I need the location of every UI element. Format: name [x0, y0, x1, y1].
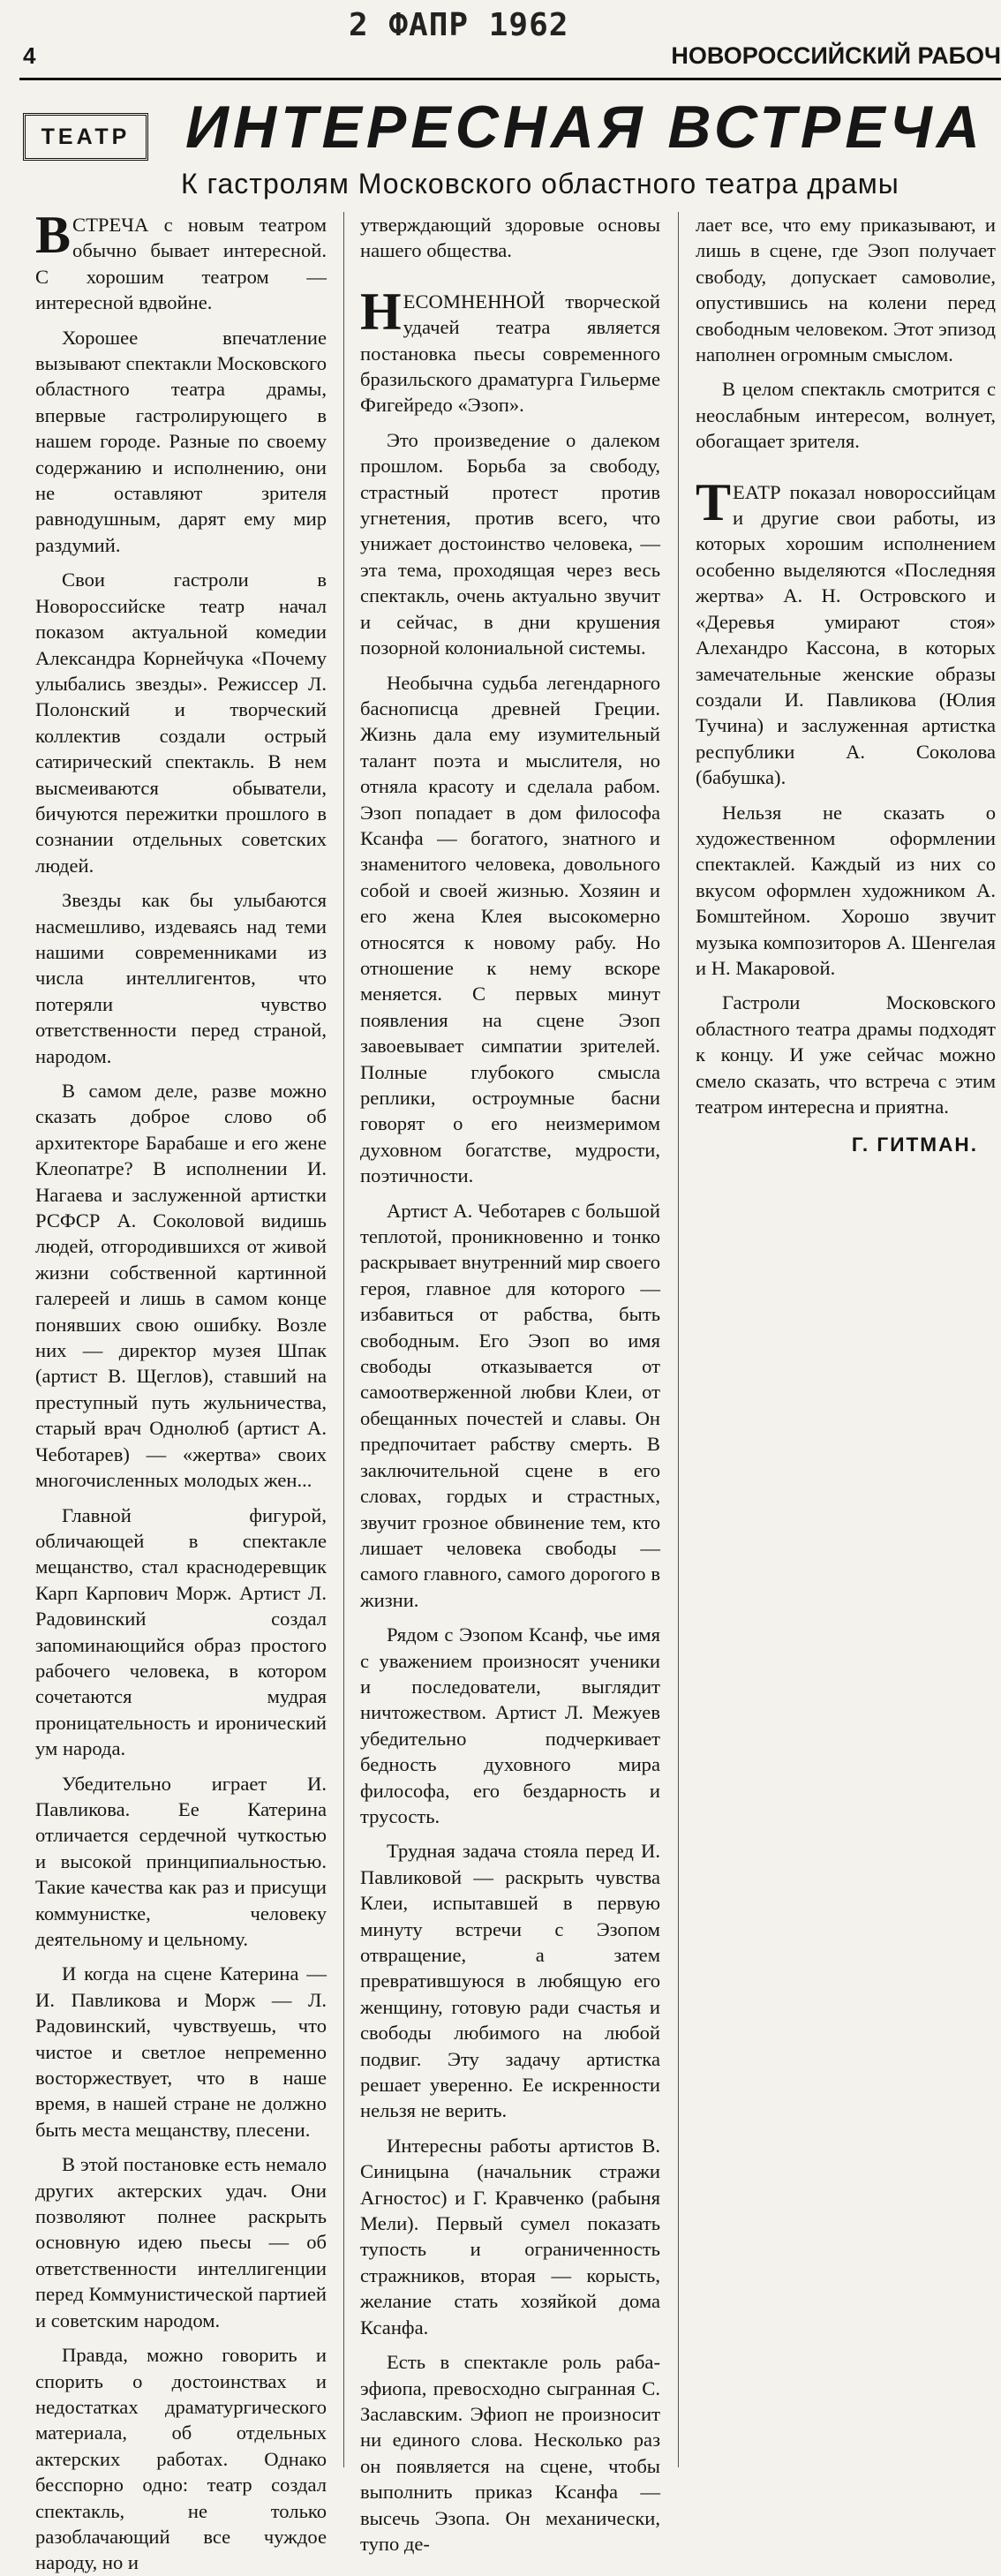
page-number: 4 — [23, 42, 36, 69]
paragraph: В самом деле, разве можно сказать доброе слово об архитекторе Барабаше и его жене Клеопатре? В исполнении И. Нагаева и заслуженной артистки РСФСР А. Соколовой видишь людей, отгородившихся от живой жизни собственной картинной галереей и лишь в самом конце понявших свою ошибку. Возле них — директор музея Шпак (артист В. Щеглов), ставший на преступный путь жульничества, старый врач Однолюб (артист А. Чеботарев) — «жертва» своих многочисленных молодых жен... — [35, 1080, 327, 1492]
paragraph: Это произведение о далеком прошлом. Борьба за свободу, страстный протест против угнетения, против всего, что унижает достоинство человека, — эта тема, проходящая через весь спектакль, очень актуально звучит и сейчас, в дни крушения позорной колониальной системы. — [360, 428, 660, 659]
paragraph: НЕСОМНЕННОЙ творческой удачей театра является постановка пьесы современного бразильского драматурга Гильерме Фигейредо «Эзоп». — [360, 282, 660, 417]
newspaper-name: НОВОРОССИЙСКИЙ РАБОЧ — [671, 42, 1001, 69]
drop-cap: Т — [696, 472, 732, 531]
header-rule — [19, 78, 1001, 80]
paragraph: ВСТРЕЧА с новым театром обычно бывает интересной. С хорошим театром — интересной вдвойне. — [35, 206, 327, 314]
column-divider — [678, 212, 679, 2467]
paragraph: ТЕАТР показал новороссийцам и другие свои работы, из которых хорошим исполнением особенно выделяются «Последняя жертва» А. Н. Островского и «Деревья умирают стоя» Алехандро Кассона, в которых замечательные женские образы создали И. Павликова (Юлия Тучина) и заслуженная артистка республики А. Соколова (бабушка). — [696, 472, 996, 789]
paragraph: Есть в спектакле роль раба-эфиопа, превосходно сыгранная С. Заславским. Эфиоп не произносит ни единого слова. Несколько раз он появляется на сцене, чтобы выполнить приказ Ксанфа — высечь Эзопа. Он механически, тупо де- — [360, 2351, 660, 2555]
paragraph: утверждающий здоровые основы нашего общества. — [360, 214, 660, 262]
paragraph: Гастроли Московского областного театра драмы подходят к концу. И уже сейчас можно смело сказать, что встреча с этим театром интересна и приятна. — [696, 991, 996, 1118]
drop-cap: В — [35, 206, 72, 264]
paragraph: Интересны работы артистов В. Синицына (начальник стражи Агностос) и Г. Кравченко (рабыня Мели). Первый сумел показать тупость и ограниченность стражников, вторая — корысть, желание стать хозяйкой дома Ксанфа. — [360, 2134, 660, 2339]
paragraph: В целом спектакль смотрится с неослабным интересом, волнует, обогащает зрителя. — [696, 378, 996, 453]
paragraph: Звезды как бы улыбаются насмешливо, издеваясь над теми нашими современниками из числа интеллигентов, что потеряли чувство ответственности перед страной, народом. — [35, 889, 327, 1067]
date-stamp: 2 ФАПР 1962 — [349, 7, 569, 43]
article-title: ИНТЕРЕСНАЯ ВСТРЕЧА — [185, 94, 984, 161]
article-column-1 — [35, 206, 327, 2574]
article-subtitle: К гастролям Московского областного театра драмы — [181, 168, 899, 200]
article-column-3 — [696, 212, 996, 2467]
paragraph: В этой постановке есть немало других актерских удач. Они позволяют полнее раскрыть основную идею пьесы — об ответственности интеллигенции перед Коммунистической партией и советским народом. — [35, 2153, 327, 2331]
article-column-2 — [360, 212, 660, 2555]
author-signature: Г. ГИТМАН. — [851, 1134, 978, 1156]
paragraph: Главной фигурой, обличающей в спектакле мещанство, стал краснодеревщик Карп Карпович Морж. Артист Л. Радовинский создал запоминающийся образ простого рабочего человека, в котором сочетаются мудрая проницательность и иронический ум народа. — [35, 1503, 327, 1760]
paragraph: Правда, можно говорить и спорить о достоинствах и недостатках драматургического материала, об отдельных актерских работах. Однако бесспорно одно: театр создал спектакль, не только разоблачающий все чуждое народу, но и — [35, 2344, 327, 2574]
drop-cap: Н — [360, 282, 402, 341]
paragraph: Свои гастроли в Новороссийске театр начал показом актуальной комедии Александра Корнейчука «Почему улыбались звезды». Режиссер Л. Полонский и творческий коллектив создали острый сатирический спектакль. В нем высмеиваются обыватели, бичуются пережитки прошлого в сознании отдельных советских людей. — [35, 569, 327, 877]
paragraph: Артист А. Чеботарев с большой теплотой, проникновенно и тонко раскрывает внутренний мир своего героя, главное для которого — избавиться от рабства, быть свободным. Его Эзоп во имя свободы отказывается от самоотверженной любви Клеи, от обещанных почестей и славы. Он предпочитает рабству смерть. В заключительной сцене в его словах, гордых и страстных, звучит грозное обвинение тем, кто лишает человека свободы — самого главного, самого дорогого в жизни. — [360, 1199, 660, 1611]
paragraph: Нельзя не сказать о художественном оформлении спектаклей. Каждый из них со вкусом оформлен художником А. Бомштейном. Хорошо звучит музыка композиторов А. Шенгелая и Н. Макаровой. — [696, 801, 996, 979]
paragraph: Хорошее впечатление вызывают спектакли Московского областного театра драмы, впервые гастролирующего в нашем городе. Разные по своему содержанию и исполнению, они не оставляют зрителя равнодушным, дарят ему мир раздумий. — [35, 326, 327, 556]
paragraph: Убедительно играет И. Павликова. Ее Катерина отличается сердечной чуткостью и высокой принципиальностью. Такие качества как раз и присущи коммунистке, человеку деятельному и цельному. — [35, 1772, 327, 1950]
paragraph: Необычна судьба легендарного баснописца древней Греции. Жизнь дала ему изумительный талант поэта и мыслителя, но отняла красоту и сделала рабом. Эзоп попадает в дом философа Ксанфа — богатого, знатного и знаменитого человека, довольного собой и своей жизнью. Хозяин и его жена Клея высокомерно относятся к новому рабу. Но отношение к нему вскоре меняется. С первых минут появления на сцене Эзоп завоевывает симпатии зрителей. Полные глубокого смысла реплики, остроумные басни говорят о его неизмеримом духовном богатстве, мудрости, поэтичности. — [360, 671, 660, 1187]
paragraph: лает все, что ему приказывают, и лишь в сцене, где Эзоп получает свободу, допускает самоволие, опустившись на колени перед свободным человеком. Этот эпизод наполнен огромным смыслом. — [696, 214, 996, 366]
paragraph: Рядом с Эзопом Ксанф, чье имя с уважением произносят ученики и последователи, выглядит ничтожеством. Артист Л. Межуев убедительно подчеркивает бедность духовного мира философа, его бездарность и трусость. — [360, 1623, 660, 1827]
rubric-label: ТЕАТР — [23, 113, 148, 161]
column-divider — [343, 212, 344, 2467]
paragraph: Трудная задача стояла перед И. Павликовой — раскрыть чувства Клеи, испытавшей в первую минуту встречи с Эзопом отвращение, а затем превратившуюся в любящую его женщину, готовую ради счастья и свободы любимого на любой подвиг. Эту задачу артистка решает уверенно. Ее искренности нельзя не верить. — [360, 1840, 660, 2122]
paragraph: И когда на сцене Катерина — И. Павликова и Морж — Л. Радовинский, чувствуешь, что чистое и светлое непременно восторжествует, что в наше время, в нашей стране не должно быть места мещанству, плесени. — [35, 1962, 327, 2141]
